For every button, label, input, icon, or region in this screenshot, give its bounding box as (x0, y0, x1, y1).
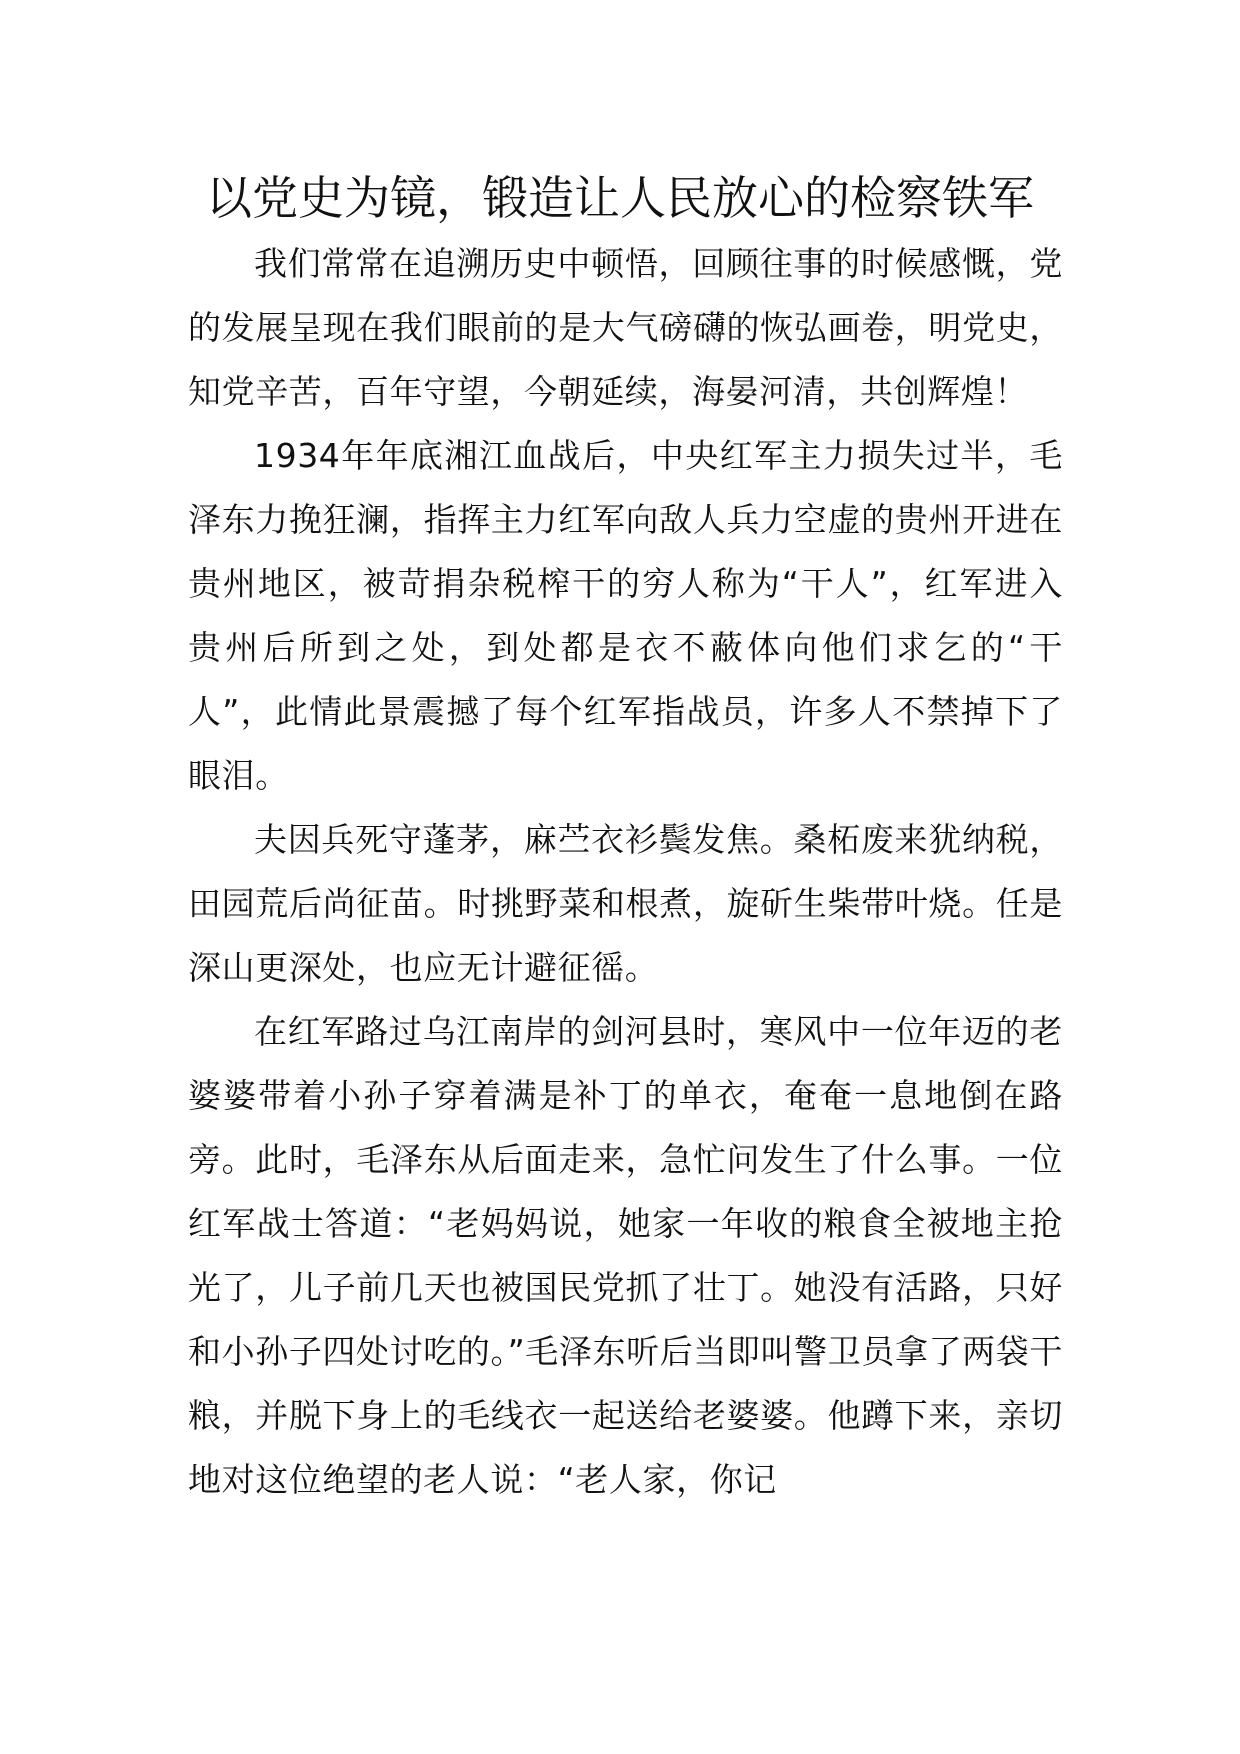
paragraph-xiangjiang-battle: 1934年年底湘江血战后，中央红军主力损失过半，毛泽东力挽狂澜，指挥主力红军向敌人兵力空虚的贵州开进在贵州地区，被苛捐杂税榨干的穷人称为“干人”，红军进入贵州后所到之处，到处都是衣不蔽体向他们求乞的“干人”，此情此景震撼了每个红军指战员，许多人不禁掉下了眼泪。 (188, 436, 1063, 795)
document-title: 以党史为镜，锻造让人民放心的检察铁军 (206, 171, 1034, 225)
document-body (188, 232, 1063, 1512)
paragraph-intro: 我们常常在追溯历史中顿悟，回顾往事的时候感慨，党的发展呈现在我们眼前的是大气磅礴的恢弘画卷，明党史，知党辛苦，百年守望，今朝延续，海晏河清，共创辉煌！ (188, 244, 1063, 411)
paragraph-poem: 夫因兵死守蓬茅，麻苎衣衫鬓发焦。桑柘废来犹纳税，田园荒后尚征苗。时挑野菜和根煮，旋斫生柴带叶烧。任是深山更深处，也应无计避征徭。 (188, 820, 1063, 987)
paragraph-jianhe-story: 在红军路过乌江南岸的剑河县时，寒风中一位年迈的老婆婆带着小孙子穿着满是补丁的单衣，奄奄一息地倒在路旁。此时，毛泽东从后面走来，急忙问发生了什么事。一位红军战士答道：“老妈妈说，她家一年收的粮食全被地主抢光了，儿子前几天也被国民党抓了壮丁。她没有活路，只好和小孙子四处讨吃的。”毛泽东听后当即叫警卫员拿了两袋干粮，并脱下身上的毛线衣一起送给老婆婆。他蹲下来，亲切地对这位绝望的老人说：“老人家，你记 (188, 1012, 1063, 1499)
